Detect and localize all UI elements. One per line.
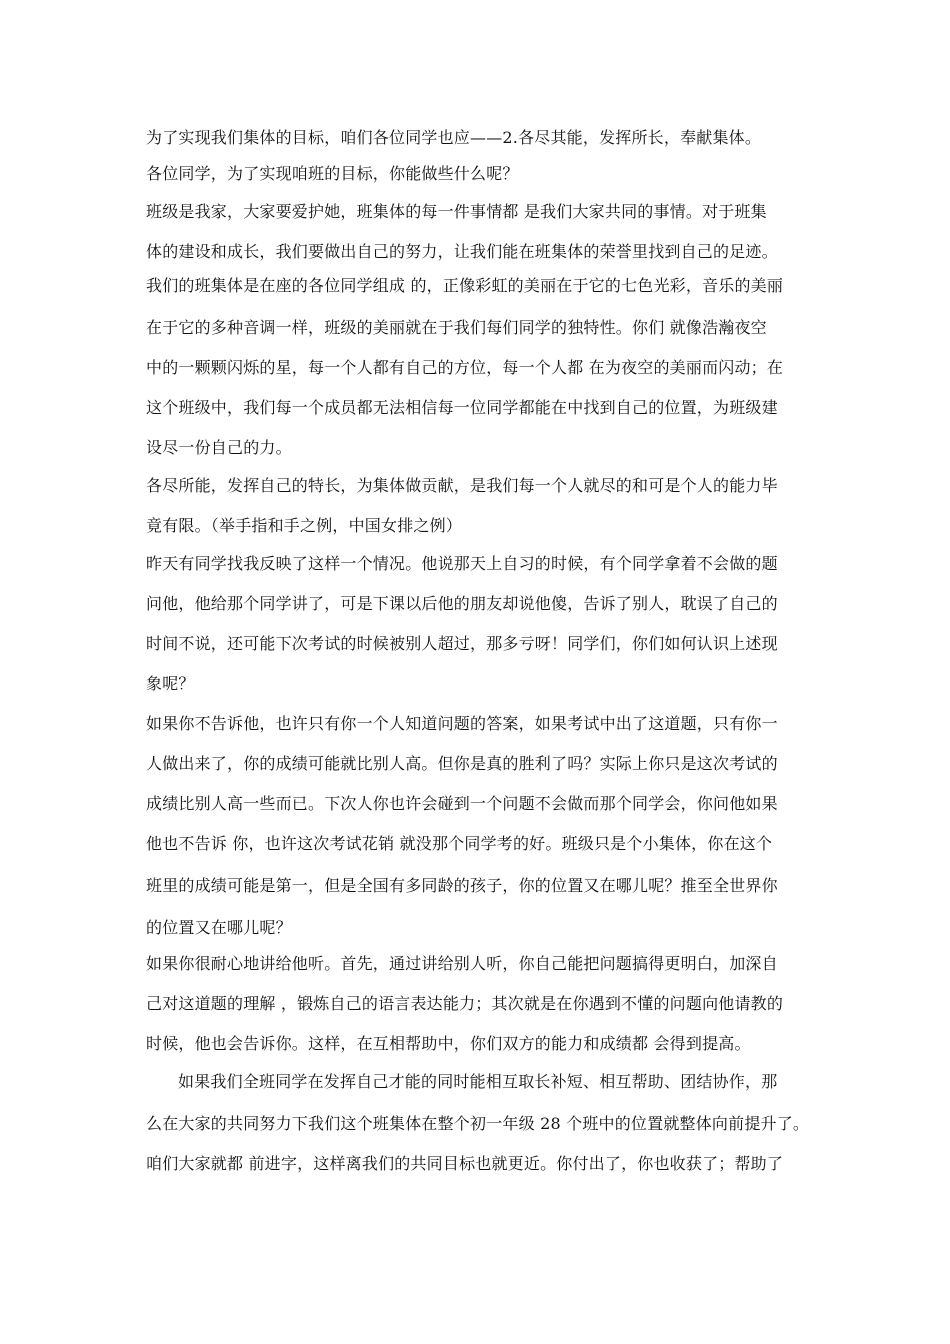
text-line: 如果你很耐心地讲给他听。首先，通过讲给别人听，你自己能把问题搞得更明白，加深自 [146,954,778,973]
text-line: 问他，他给那个同学讲了，可是下课以后他的朋友却说他傻，告诉了别人，耽误了自己的 [146,594,778,613]
text-line: 设尽一份自己的力。 [146,438,292,457]
text-line: 我们的班集体是在座的各位同学组成 的，正像彩虹的美丽在于它的七色光彩，音乐的美丽 [146,276,784,295]
text-line: 的位置又在哪儿呢？ [146,918,292,937]
text-line: 如果你不告诉他，也许只有你一个人知道问题的答案，如果考试中出了这道题，只有你一 [146,714,778,733]
text-line: 时候，他也会告诉你。这样，在互相帮助中，你们双方的能力和成绩都 会得到提高。 [146,1034,751,1053]
text-line: 各位同学，为了实现咱班的目标，你能做些什么呢？ [146,164,519,183]
text-line: 么在大家的共同努力下我们这个班集体在整个初一年级 28 个班中的位置就整体向前提升了。 [146,1114,810,1133]
text-line: 体的建设和成长，我们要做出自己的努力，让我们能在班集体的荣誉里找到自己的足迹。 [146,242,778,261]
text-line: 这个班级中，我们每一个成员都无法相信每一位同学都能在中找到自己的位置，为班级建 [146,398,778,417]
text-line: 中的一颗颗闪烁的星，每一个人都有自己的方位，每一个人都 在为夜空的美丽而闪动；在 [146,358,784,377]
text-line: 昨天有同学找我反映了这样一个情况。他说那天上自习的时候，有个同学拿着不会做的题 [146,554,778,573]
text-line: 他也不告诉 你，也许这次考试花销 就没那个同学考的好。班级只是个小集体，你在这个 [146,834,773,853]
text-line: 班级是我家，大家要爱护她，班集体的每一件事情都 是我们大家共同的事情。对于班集 [146,202,767,221]
text-line: 竟有限。（举手指和手之例，中国女排之例） [146,516,463,535]
text-line: 为了实现我们集体的目标，咱们各位同学也应——2.各尽其能，发挥所长，奉献集体。 [146,128,762,147]
text-line: 己对这道题的理解 ，锻炼自己的语言表达能力；其次就是在你遇到不懂的问题向他请教的 [146,994,784,1013]
text-line: 象呢？ [146,674,195,693]
text-line: 咱们大家就都 前进字，这样离我们的共同目标也就更近。你付出了，你也收获了；帮助了 [146,1154,784,1173]
text-line: 人做出来了，你的成绩可能就比别人高。但你是真的胜利了吗？实际上你只是这次考试的 [146,754,778,773]
text-line: 如果我们全班同学在发挥自己才能的同时能相互取长补短、相互帮助、团结协作，那 [178,1072,778,1091]
text-line: 成绩比别人高一些而已。下次人你也许会碰到一个问题不会做而那个同学会，你问他如果 [146,794,778,813]
text-line: 时间不说，还可能下次考试的时候被别人超过，那多亏呀！同学们，你们如何认识上述现 [146,634,778,653]
text-line: 各尽所能，发挥自己的特长，为集体做贡献，是我们每一个人就尽的和可是个人的能力毕 [146,476,778,495]
text-line: 班里的成绩可能是第一，但是全国有多同龄的孩子，你的位置又在哪儿呢？推至全世界你 [146,876,778,895]
text-line: 在于它的多种音调一样，班级的美丽就在于我们每们同学的独特性。你们 就像浩瀚夜空 [146,318,767,337]
